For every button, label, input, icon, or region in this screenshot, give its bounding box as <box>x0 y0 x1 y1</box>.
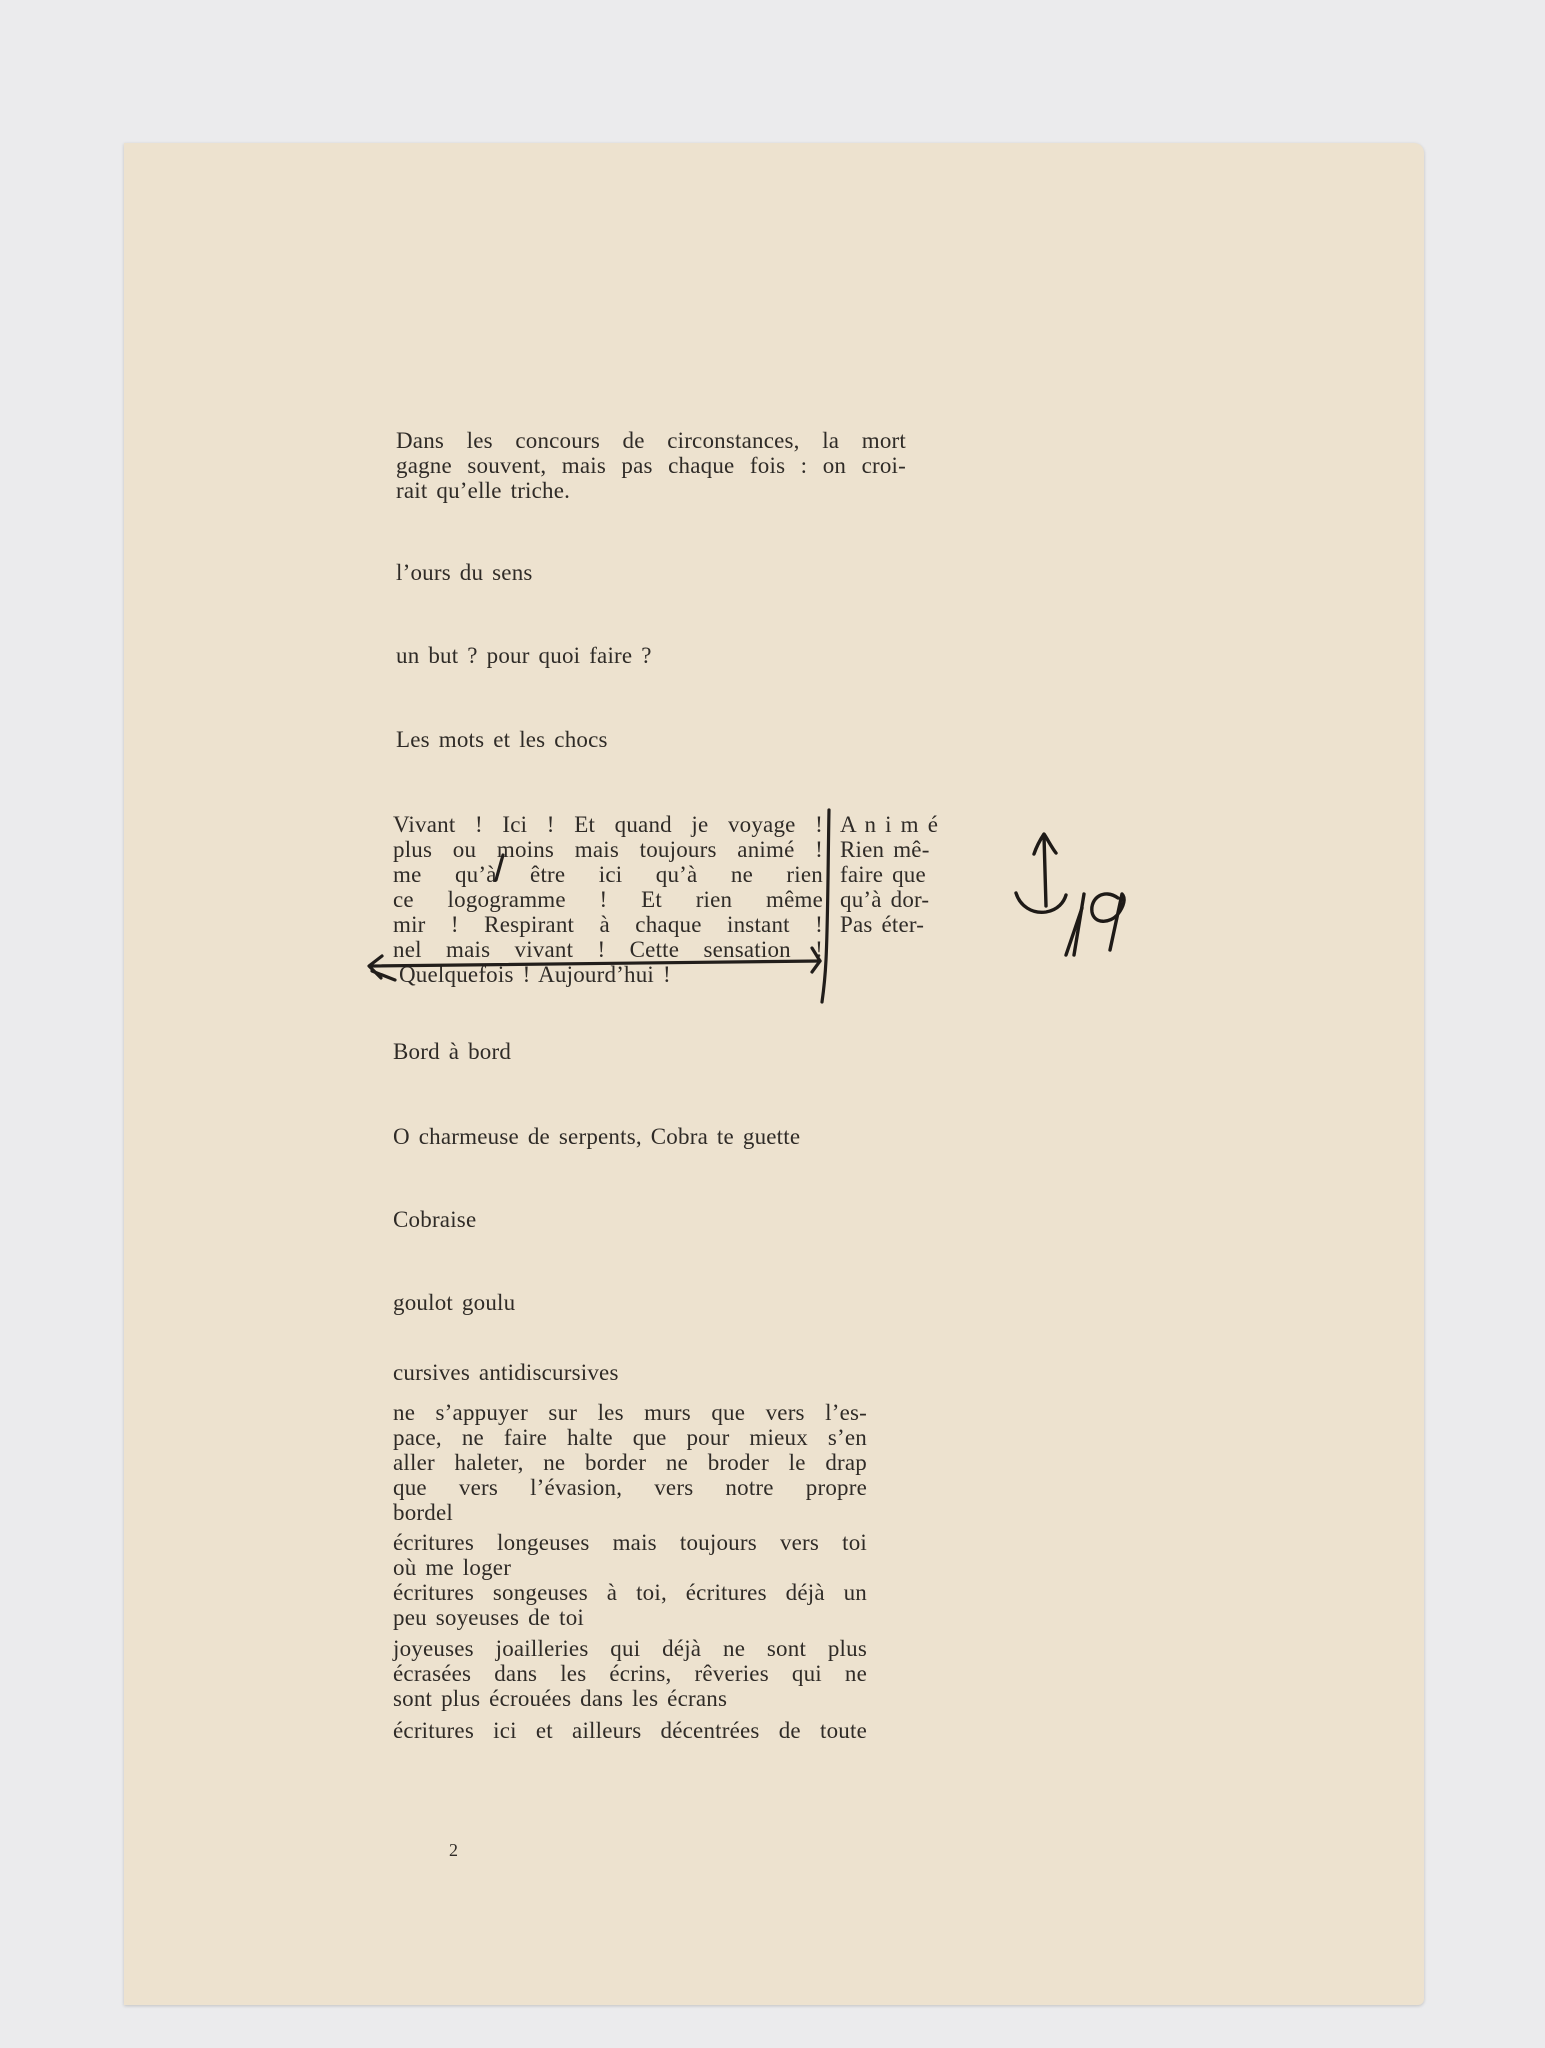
line-bord-a-bord: Bord à bord <box>393 1039 512 1064</box>
line: peu soyeuses de toi <box>393 1605 585 1630</box>
paragraph-appuyer <box>393 1400 867 1525</box>
line: écritures longeuses mais toujours vers toi <box>393 1530 867 1555</box>
line: ce logogramme ! Et rien même <box>393 887 823 912</box>
line: où me loger <box>393 1555 512 1580</box>
line: qu’à dor- <box>840 887 930 912</box>
line: faire que <box>840 862 926 887</box>
line: Pas éter- <box>840 912 925 937</box>
line: sont plus écrouées dans les écrans <box>393 1686 728 1711</box>
line-mots-chocs: Les mots et les chocs <box>396 727 608 752</box>
page-number: 2 <box>449 1840 459 1860</box>
line: que vers l’évasion, vers notre propre <box>393 1475 867 1500</box>
line-cobraise: Cobraise <box>393 1207 477 1232</box>
line: me qu’à être ici qu’à ne rien <box>393 862 823 887</box>
line: écrasées dans les écrins, rêveries qui ne <box>393 1661 867 1686</box>
line: mir ! Respirant à chaque instant ! <box>393 912 823 937</box>
line: rait qu’elle triche. <box>396 478 571 503</box>
line: joyeuses joailleries qui déjà ne sont plus <box>393 1636 867 1661</box>
paragraph-ecritures-ici <box>393 1718 867 1743</box>
line: Rien mê- <box>840 837 930 862</box>
line: pace, ne faire halte que pour mieux s’en <box>393 1425 867 1450</box>
line: A n i m é <box>840 812 939 837</box>
line-goulot: goulot goulu <box>393 1290 516 1315</box>
paragraph-joailleries <box>393 1636 867 1711</box>
paragraph-circonstances <box>396 428 906 503</box>
line: Dans les concours de circonstances, la mort <box>396 428 906 453</box>
line: Quelquefois ! Aujourd’hui ! <box>399 962 671 987</box>
line-ours-du-sens: l’ours du sens <box>396 560 533 585</box>
line: écritures ici et ailleurs décentrées de toute <box>393 1718 867 1743</box>
paragraph-ecritures-longeuses <box>393 1530 867 1630</box>
line-charmeuse: O charmeuse de serpents, Cobra te guette <box>393 1124 801 1149</box>
line-un-but: un but ? pour quoi faire ? <box>396 643 652 668</box>
paragraph-anime-right <box>840 812 950 937</box>
line: ne s’appuyer sur les murs que vers l’es- <box>393 1400 867 1425</box>
line: plus ou moins mais toujours animé ! <box>393 837 823 862</box>
line: Vivant ! Ici ! Et quand je voyage ! <box>393 812 823 837</box>
line: écritures songeuses à toi, écritures déjà un <box>393 1580 867 1605</box>
paragraph-vivant-left <box>393 812 823 987</box>
line: nel mais vivant ! Cette sensation ! <box>393 937 823 962</box>
line: bordel <box>393 1500 453 1525</box>
line: aller haleter, ne border ne broder le drap <box>393 1450 867 1475</box>
line: gagne souvent, mais pas chaque fois : on croi- <box>396 453 906 478</box>
line-cursives: cursives antidiscursives <box>393 1360 619 1385</box>
